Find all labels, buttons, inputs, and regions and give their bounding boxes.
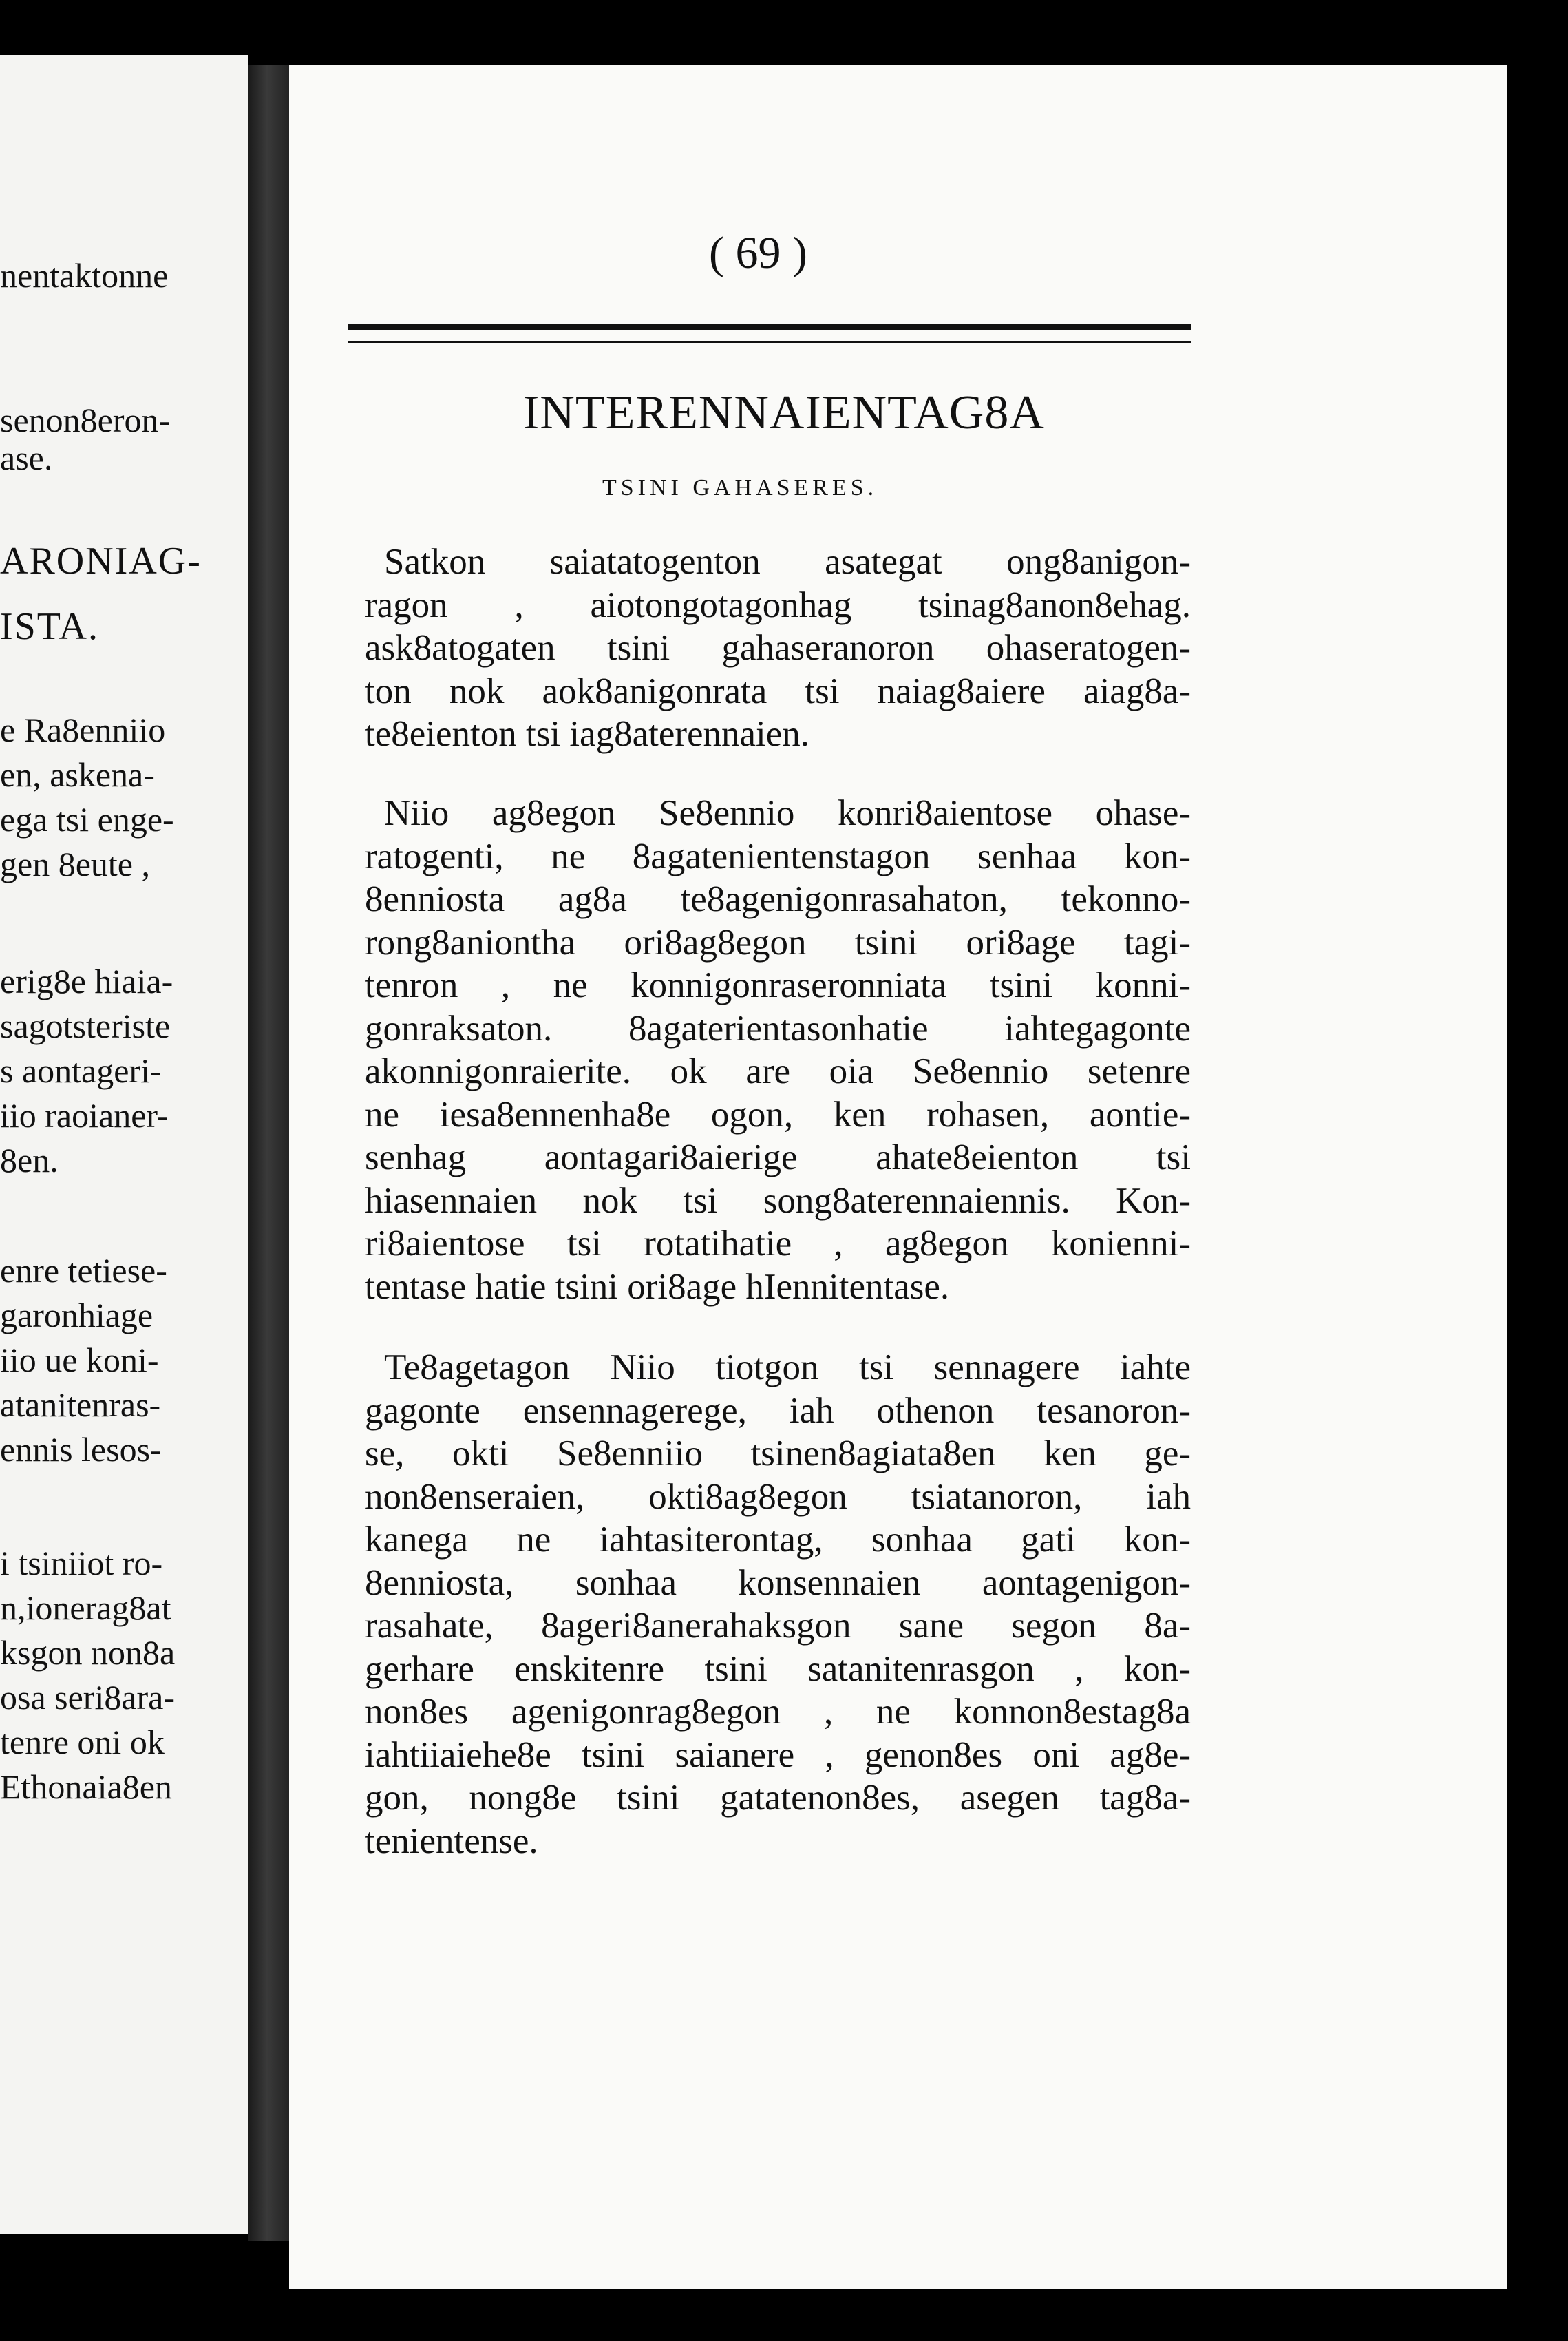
text-line: ratogenti, ne 8agatenientenstagon senhaa kon- (365, 836, 1191, 876)
left-line: sagotsteriste (0, 1007, 171, 1045)
page-subtitle: TSINI GAHASERES. (602, 475, 878, 501)
text-line: rasahate, 8ageri8anerahaksgon sane segon 8a- (365, 1606, 1191, 1646)
text-line: ne iesa8ennenha8e ogon, ken rohasen, aontie- (365, 1094, 1191, 1135)
header-rule (348, 324, 1191, 343)
left-line: tenre oni ok (0, 1723, 165, 1761)
left-page-fragment (0, 55, 248, 2234)
left-line: garonhiage (0, 1296, 153, 1334)
text-line: tenientense. (365, 1820, 538, 1861)
left-line: e Ra8enniio (0, 711, 166, 749)
text-line: 8enniosta ag8a te8agenigonrasahaton, tekonno- (365, 879, 1191, 919)
left-line: atanitenras- (0, 1385, 161, 1424)
left-line: ksgon non8a (0, 1633, 176, 1672)
left-line: s aontageri- (0, 1051, 162, 1090)
text-line: gerhare enskitenre tsini satanitenrasgon , kon- (365, 1648, 1191, 1689)
text-line: tentase hatie tsini ori8age hIennitentase. (365, 1266, 950, 1307)
left-line: i tsiniiot ro- (0, 1544, 163, 1582)
text-line: Te8agetagon Niio tiotgon tsi sennagere iahte (384, 1347, 1191, 1387)
text-line: senhag aontagari8aierige ahate8eienton tsi (365, 1137, 1191, 1177)
paragraph-2 (365, 792, 1191, 1308)
left-line: 8en. (0, 1141, 59, 1179)
text-line: tenron , ne konnigonraseronniata tsini konni- (365, 965, 1191, 1005)
text-line: kanega ne iahtasiterontag, sonhaa gati kon- (365, 1520, 1191, 1560)
left-heading-line: ARONIAG- (0, 540, 202, 582)
left-line: ega tsi enge- (0, 800, 174, 839)
text-line: gon, nong8e tsini gatatenon8es, asegen tag8a- (365, 1778, 1191, 1818)
page-number: ( 69 ) (709, 228, 807, 278)
left-line: ase. (0, 439, 53, 477)
left-line: senon8eron- (0, 401, 171, 439)
left-line: en, askena- (0, 755, 155, 794)
text-line: non8es agenigonrag8egon , ne konnon8estag8a (365, 1692, 1191, 1732)
left-line: iio raoianer- (0, 1096, 169, 1135)
left-line: gen 8eute , (0, 845, 150, 883)
text-line: iahtiiaiehe8e tsini saianere , genon8es oni ag8e- (365, 1734, 1191, 1775)
text-line: hiasennaien nok tsi song8aterennaiennis. Kon- (365, 1180, 1191, 1221)
left-line: erig8e hiaia- (0, 962, 173, 1000)
text-line: ri8aientose tsi rotatihatie , ag8egon konienni- (365, 1224, 1191, 1263)
page-title: INTERENNAIENTAG8A (523, 386, 1045, 439)
left-line: osa seri8ara- (0, 1678, 176, 1717)
text-line: gonraksaton. 8agaterientasonhatie iahtegagonte (365, 1008, 1191, 1049)
left-heading-line: ISTA. (0, 605, 99, 648)
text-line: ton nok aok8anigonrata tsi naiag8aiere aiag8a- (365, 671, 1191, 711)
text-line: te8eienton tsi iag8aterennaien. (365, 714, 810, 754)
left-line: Ethonaia8en (0, 1767, 172, 1806)
left-line: iio ue koni- (0, 1341, 159, 1379)
text-line: gagonte ensennagerege, iah othenon tesanoron- (365, 1390, 1191, 1431)
left-line: nentaktonne (0, 256, 169, 295)
text-line: Satkon saiatatogenton asategat ong8anigon- (384, 542, 1191, 582)
text-line: se, okti Se8enniio tsinen8agiata8en ken ge- (365, 1434, 1191, 1473)
left-line: enre tetiese- (0, 1251, 167, 1290)
book-gutter (248, 65, 290, 2241)
text-line: non8enseraien, okti8ag8egon tsiatanoron, iah (365, 1476, 1191, 1517)
paragraph-1 (365, 540, 1191, 756)
text-line: Niio ag8egon Se8ennio konri8aientose ohase- (384, 793, 1191, 833)
left-line: ennis lesos- (0, 1430, 162, 1469)
text-line: ask8atogaten tsini gahaseranoron ohaseratogen- (365, 628, 1191, 668)
paragraph-3 (365, 1346, 1191, 1862)
left-line: n,ionerag8at (0, 1588, 171, 1627)
text-line: akonnigonraierite. ok are oia Se8ennio setenre (365, 1051, 1191, 1091)
text-line: ragon , aiotongotagonhag tsinag8anon8ehag. (365, 585, 1191, 625)
text-line: 8enniosta, sonhaa konsennaien aontagenigon- (365, 1562, 1191, 1603)
text-line: rong8aniontha ori8ag8egon tsini ori8age tagi- (365, 922, 1191, 963)
